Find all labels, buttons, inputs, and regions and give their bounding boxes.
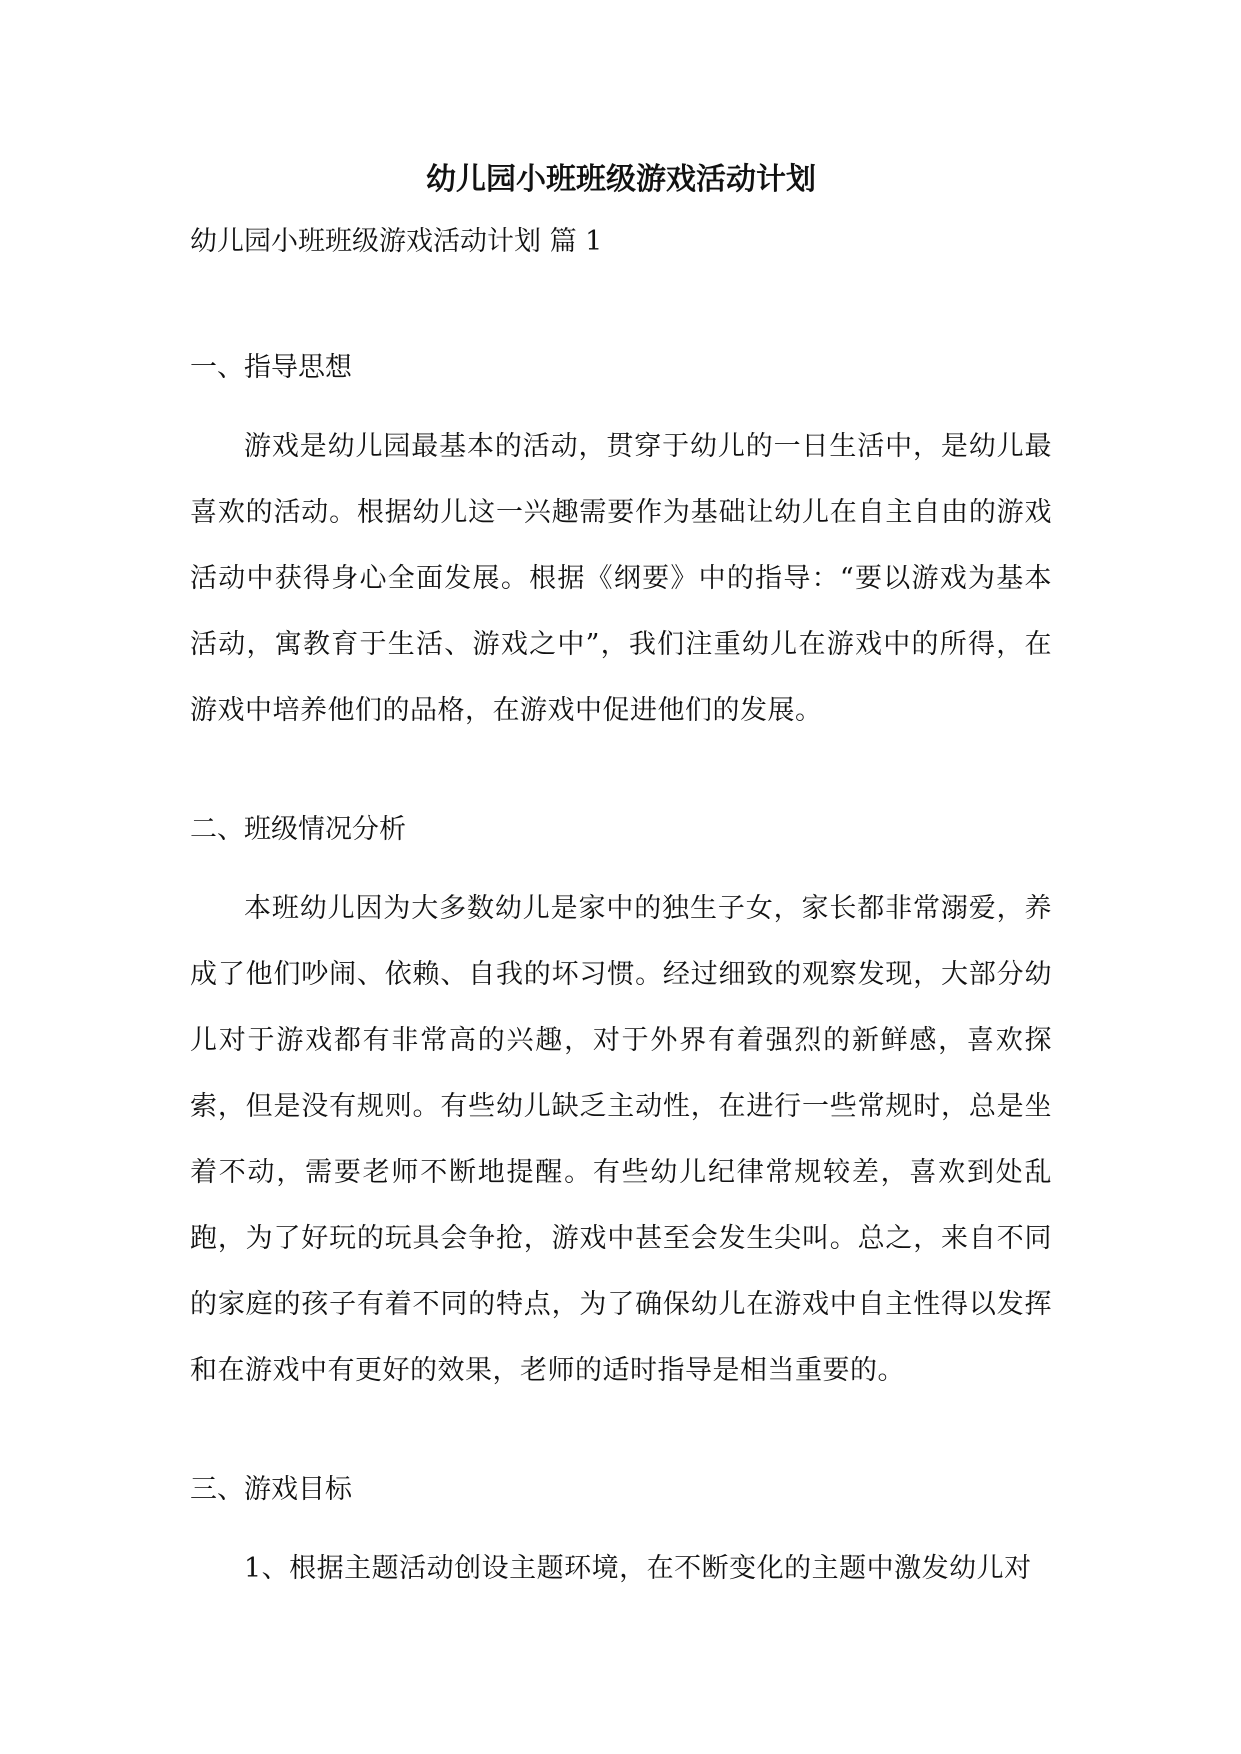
section-heading: 一、指导思想 (190, 352, 352, 383)
document-title: 幼儿园小班班级游戏活动计划 (426, 162, 816, 197)
document-subtitle: 幼儿园小班班级游戏活动计划 篇 1 (190, 226, 603, 257)
section-paragraph: 游戏是幼儿园最基本的活动，贯穿于幼儿的一日生活中，是幼儿最喜欢的活动。根据幼儿这一兴趣需要作为基础让幼儿在自主自由的游戏活动中获得身心全面发展。根据《纲要》中的指导：“要以游戏为基本活动，寓教育于生活、游戏之中”，我们注重幼儿在游戏中的所得，在游戏中培养他们的品格，在游戏中促进他们的发展。 (190, 431, 1052, 726)
section-guiding-ideology (190, 348, 1052, 744)
section-paragraph: 1、根据主题活动创设主题环境，在不断变化的主题中激发幼儿对 (244, 1553, 1032, 1584)
section-paragraph: 本班幼儿因为大多数幼儿是家中的独生子女，家长都非常溺爱，养成了他们吵闹、依赖、自我的坏习惯。经过细致的观察发现，大部分幼儿对于游戏都有非常高的兴趣，对于外界有着强烈的新鲜感，喜欢探索，但是没有规则。有些幼儿缺乏主动性，在进行一些常规时，总是坐着不动，需要老师不断地提醒。有些幼儿纪律常规较差，喜欢到处乱跑，为了好玩的玩具会争抢，游戏中甚至会发生尖叫。总之，来自不同的家庭的孩子有着不同的特点，为了确保幼儿在游戏中自主性得以发挥和在游戏中有更好的效果，老师的适时指导是相当重要的。 (190, 893, 1052, 1386)
section-class-analysis (190, 810, 1052, 1404)
section-heading: 三、游戏目标 (190, 1474, 352, 1505)
section-heading: 二、班级情况分析 (190, 814, 406, 845)
section-game-goals (190, 1470, 1052, 1602)
document-body (190, 160, 1052, 1602)
